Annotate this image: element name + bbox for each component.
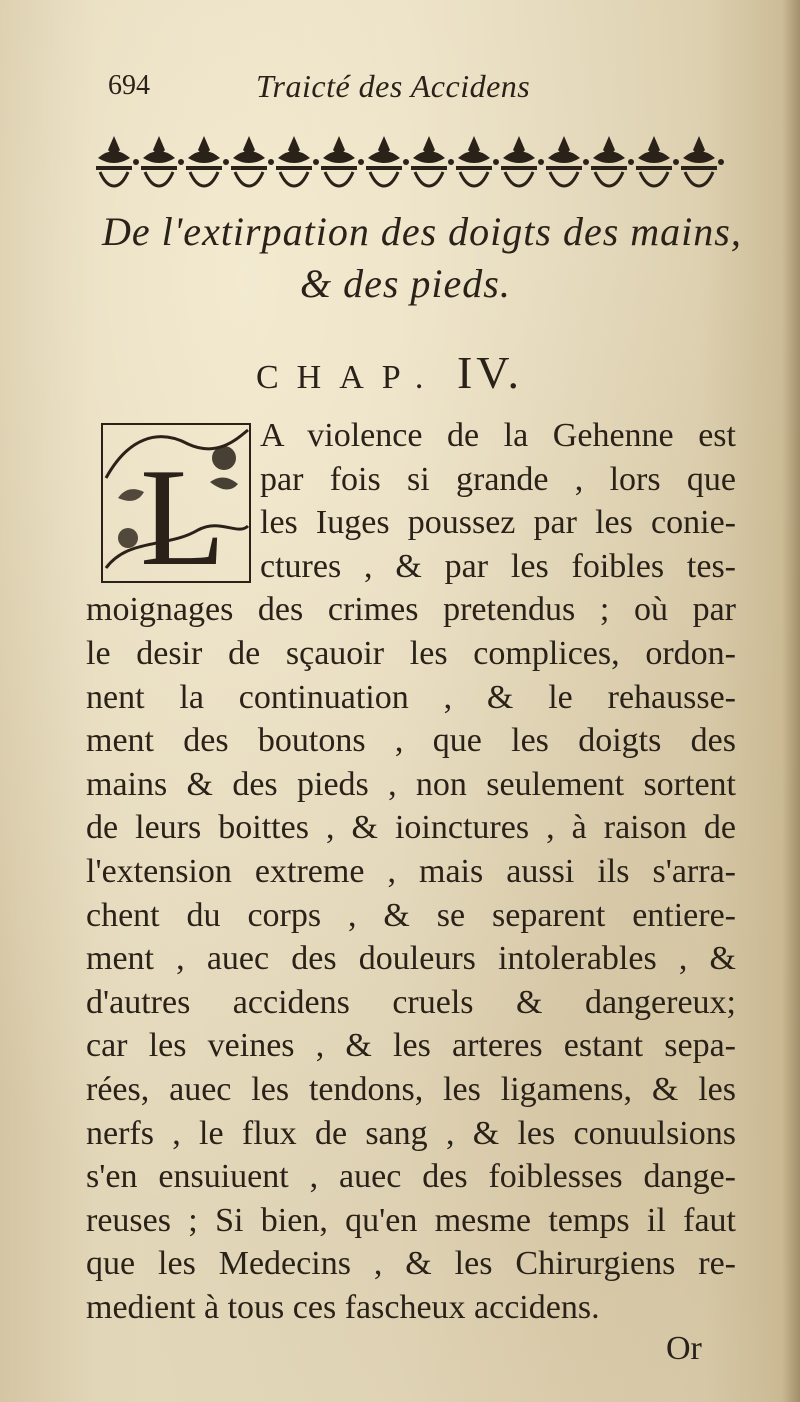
- body-text: [86, 414, 736, 1329]
- fleuron-icon: [96, 136, 139, 186]
- chapter-heading: [256, 346, 656, 399]
- text-line: ment des boutons , que les doigts des: [86, 722, 736, 760]
- fleuron-icon: [366, 136, 409, 186]
- fleuron-icon: [411, 136, 454, 186]
- fleuron-icon: [321, 136, 364, 186]
- text-line: moignages des crimes pretendus ; où par: [86, 591, 736, 629]
- text-line: ctures , & par les foibles tes-: [260, 547, 736, 585]
- text-line: le desir de sçauoir les complices, ordon-: [86, 634, 736, 672]
- fleuron-icon: [231, 136, 274, 186]
- section-title: [102, 206, 742, 310]
- page-edge-shadow: [782, 0, 800, 1402]
- text-line: que les Medecins , & les Chirurgiens re-: [86, 1245, 736, 1283]
- fleuron-icon: [276, 136, 319, 186]
- text-line: s'en ensuiuent , auec des foiblesses dange-: [86, 1158, 736, 1196]
- text-line: nent la continuation , & le rehausse-: [86, 678, 736, 716]
- section-title-line-1: De l'extirpation des doigts des mains,: [102, 209, 742, 254]
- text-line: d'autres accidens cruels & dangereux;: [86, 983, 736, 1021]
- text-line: de leurs boittes , & ioinctures , à raison de: [86, 809, 736, 847]
- section-title-line-2: & des pieds.: [300, 261, 511, 306]
- running-header: [108, 66, 628, 110]
- running-title: Traicté des Accidens: [256, 68, 531, 104]
- text-line: chent du corps , & se separent entiere-: [86, 896, 736, 934]
- text-line: rées, auec les tendons, les ligamens, & les: [86, 1070, 736, 1108]
- fleuron-icon: [456, 136, 499, 186]
- text-line: ment , auec des douleurs intolerables , &: [86, 940, 736, 978]
- text-line: nerfs , le flux de sang , & les conuulsions: [86, 1114, 736, 1152]
- ornament-svg: [92, 128, 732, 192]
- text-line: les Iuges poussez par les conie-: [260, 504, 736, 542]
- chapter-number: IV.: [456, 347, 524, 398]
- page-number: 694: [108, 70, 150, 101]
- text-line: car les veines , & les arteres estant sepa-: [86, 1027, 736, 1065]
- fleuron-icon: [141, 136, 184, 186]
- chapter-label: CHAP.: [256, 359, 442, 396]
- text-line: A violence de la Gehenne est: [260, 417, 736, 454]
- fleuron-icon: [681, 136, 724, 186]
- fleuron-icon: [501, 136, 544, 186]
- text-line: l'extension extreme , mais aussi ils s'arra-: [86, 852, 736, 890]
- text-line: par fois si grande , lors que: [260, 460, 736, 498]
- fleuron-icon: [636, 136, 679, 186]
- drop-cap-letter: L: [140, 440, 226, 588]
- text-line: medient à tous ces fascheux accidens.: [86, 1288, 600, 1326]
- fleuron-band-icon: [92, 128, 732, 192]
- fleuron-icon: [546, 136, 589, 186]
- catchword: Or: [666, 1330, 702, 1367]
- text-line: mains & des pieds , non seulement sortent: [86, 765, 736, 803]
- text-line: reuses ; Si bien, qu'en mesme temps il faut: [86, 1201, 736, 1239]
- fleuron-icon: [186, 136, 229, 186]
- fleuron-icon: [591, 136, 634, 186]
